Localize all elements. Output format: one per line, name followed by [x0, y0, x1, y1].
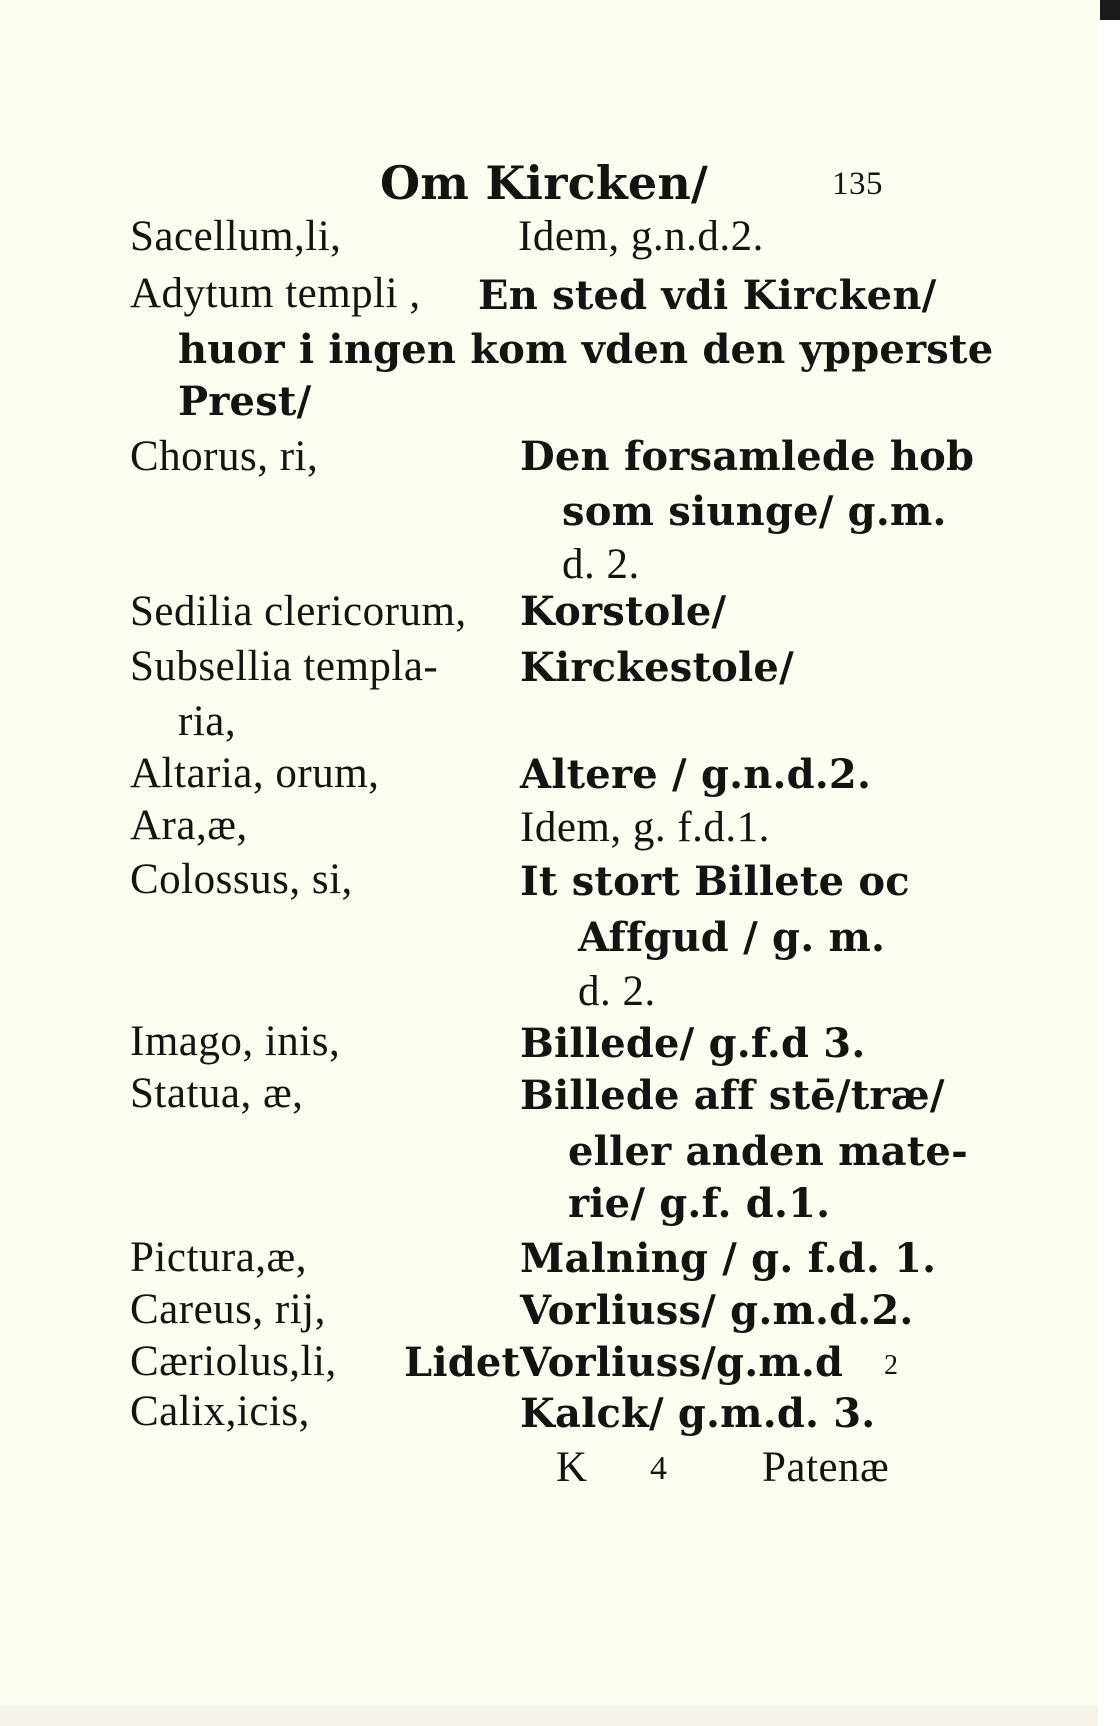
entry-danish-subsellia: Kirckestole/ [520, 644, 794, 691]
entry-latin-subsellia: Subsellia templa- [130, 643, 439, 690]
entry-latin-subsellia-cont: ria, [178, 698, 237, 745]
entry-danish-adytum-cont1: huor i ingen kom vden den ypperste [178, 326, 994, 373]
entry-danish-chorus-cont1: som siunge/ g.m. [562, 488, 947, 535]
running-title: Om Kircken/ [380, 156, 709, 210]
entry-danish-ara: Idem, g. f.d.1. [520, 804, 770, 851]
entry-latin-careus: Careus, rij, [130, 1286, 326, 1333]
entry-latin-adytum: Adytum templi , [130, 270, 421, 317]
entry-danish-pictura: Malning / g. f.d. 1. [520, 1235, 937, 1282]
entry-danish-colossus-cont2: d. 2. [578, 968, 656, 1015]
scan-edge [1100, 0, 1120, 1726]
entry-danish-caeriolus: Vorliuss/g.m.d [520, 1339, 844, 1386]
entry-danish-colossus-cont1: Affgud / g. m. [578, 914, 886, 961]
entry-danish-imago: Billede/ g.f.d 3. [520, 1020, 866, 1067]
entry-latin-statua: Statua, æ, [130, 1070, 304, 1117]
scan-bottom-edge [0, 1706, 1098, 1726]
entry-latin-altaria: Altaria, orum, [130, 750, 380, 797]
entry-danish-caeriolus-prefix: Lidet [404, 1339, 521, 1386]
catchword: Patenæ [762, 1444, 890, 1491]
signature-mark: K [556, 1444, 588, 1491]
entry-danish-calix: Kalck/ g.m.d. 3. [520, 1390, 876, 1437]
entry-latin-sacellum: Sacellum,li, [130, 213, 342, 260]
entry-danish-statua-cont2: rie/ g.f. d.1. [568, 1180, 831, 1227]
entry-latin-pictura: Pictura,æ, [130, 1234, 307, 1281]
entry-danish-statua-cont1: eller anden mate- [568, 1128, 968, 1175]
entry-latin-chorus: Chorus, ri, [130, 433, 319, 480]
scan-edge-mark [1100, 0, 1120, 20]
entry-danish-adytum-cont2: Prest/ [178, 378, 312, 425]
entry-latin-calix: Calix,icis, [130, 1388, 310, 1435]
entry-latin-imago: Imago, inis, [130, 1018, 341, 1065]
entry-danish-sedilia: Korstole/ [520, 588, 727, 635]
entry-latin-sedilia: Sedilia clericorum, [130, 588, 467, 635]
entry-danish-statua: Billede aff stē/træ/ [520, 1072, 945, 1119]
entry-danish-caeriolus-num: 2 [884, 1350, 899, 1381]
signature-number: 4 [650, 1450, 668, 1487]
entry-danish-careus: Vorliuss/ g.m.d.2. [520, 1287, 914, 1334]
entry-danish-adytum: En sted vdi Kircken/ [478, 272, 937, 319]
entry-latin-ara: Ara,æ, [130, 802, 248, 849]
entry-latin-colossus: Colossus, si, [130, 856, 353, 903]
entry-danish-chorus: Den forsamlede hob [520, 433, 975, 480]
entry-danish-chorus-cont2: d. 2. [562, 541, 640, 588]
page-number: 135 [832, 166, 883, 202]
entry-danish-sacellum: Idem, g.n.d.2. [518, 213, 764, 260]
entry-danish-colossus: It stort Billete oc [520, 858, 910, 905]
entry-latin-caeriolus: Cæriolus,li, [130, 1338, 337, 1385]
entry-danish-altaria: Altere / g.n.d.2. [520, 751, 872, 798]
